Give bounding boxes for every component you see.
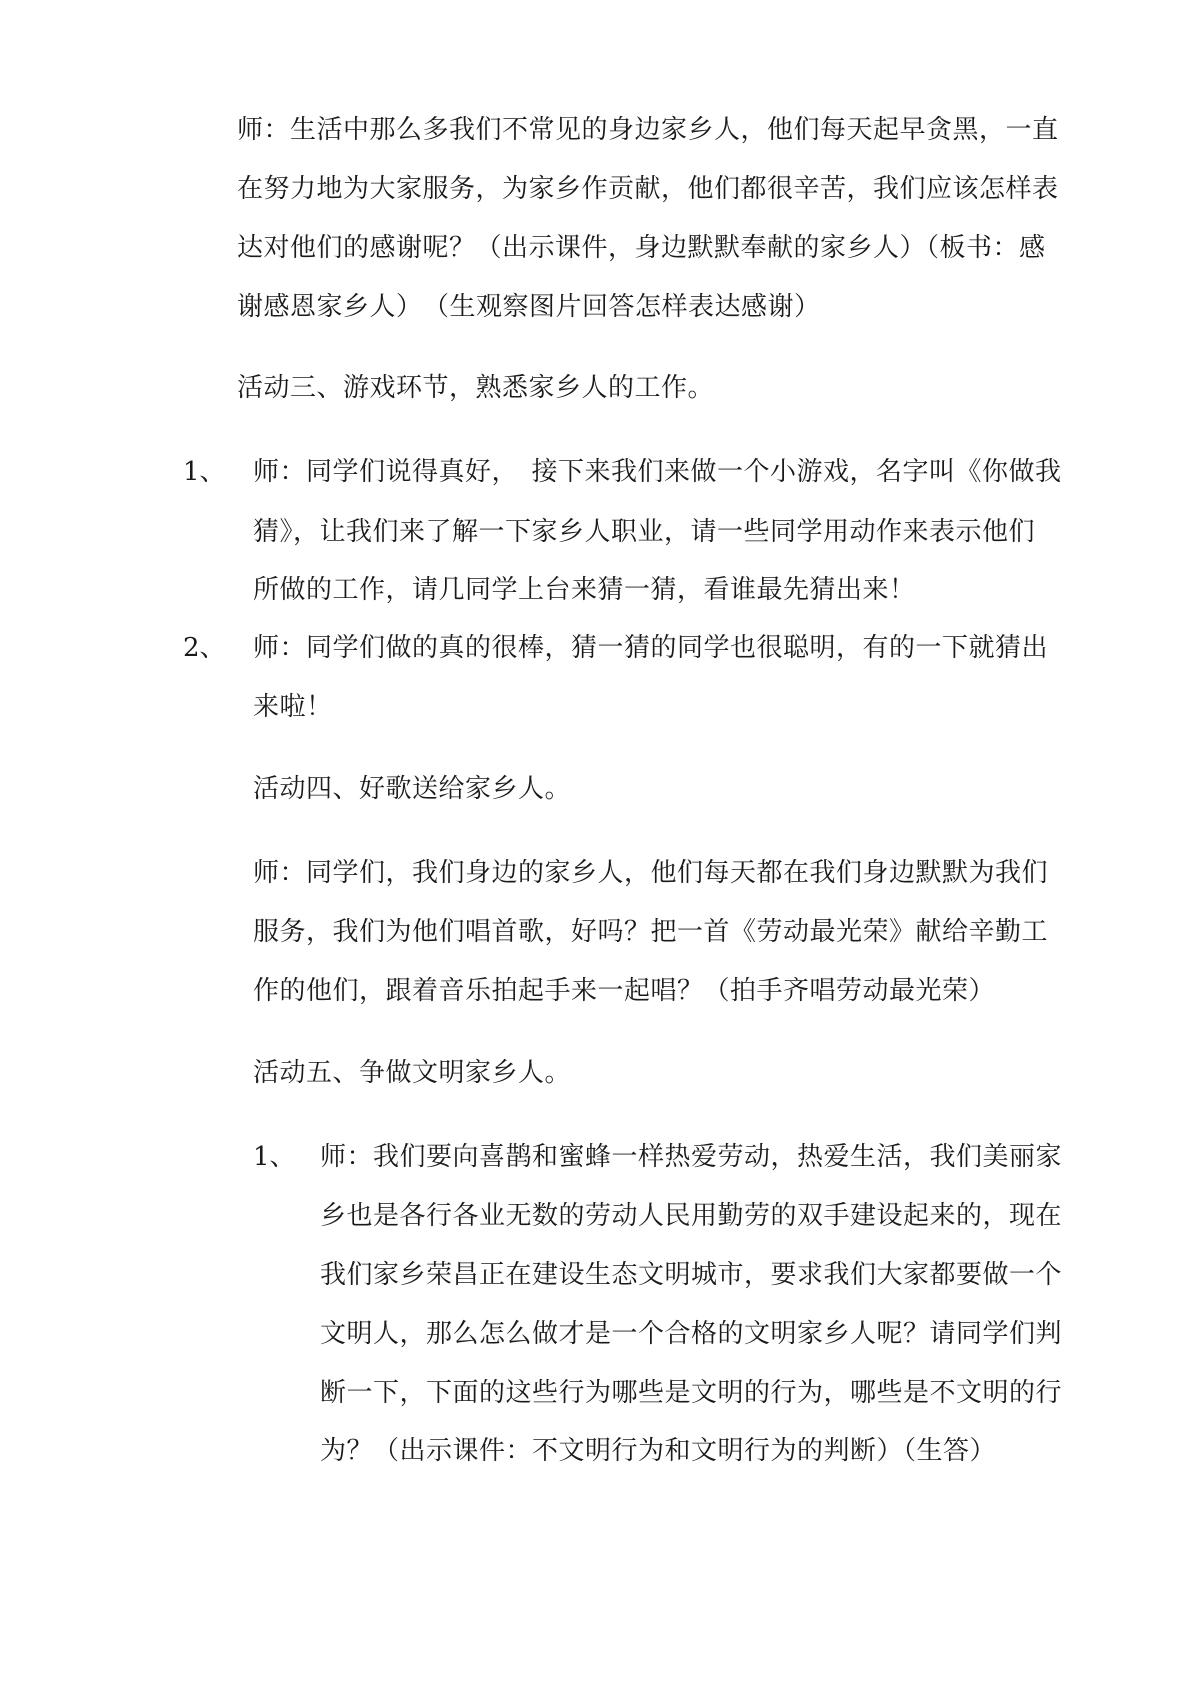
text-line: 师：同学们说得真好， 接下来我们来做一个小游戏，名字叫《你做我 [253, 457, 1062, 487]
text-line: 谢感恩家乡人） （生观察图片回答怎样表达感谢） [237, 292, 821, 322]
text-line: 达对他们的感谢呢？（出示课件，身边默默奉献的家乡人）（板书：感 [237, 233, 1046, 263]
text-line: 断一下，下面的这些行为哪些是文明的行为，哪些是不文明的行 [320, 1378, 1063, 1408]
text-line: 师：同学们做的真的很棒，猜一猜的同学也很聪明，有的一下就猜出 [253, 633, 1049, 663]
text-line: 师：我们要向喜鹊和蜜蜂一样热爱劳动，热爱生活，我们美丽家 [320, 1142, 1063, 1172]
text-line: 我们家乡荣昌正在建设生态文明城市，要求我们大家都要做一个 [320, 1260, 1063, 1290]
text-line: 猜》，让我们来了解一下家乡人职业，请一些同学用动作来表示他们 [253, 517, 1036, 547]
text-line: 乡也是各行各业无数的劳动人民用勤劳的双手建设起来的，现在 [320, 1201, 1063, 1231]
list-number: 2、 [183, 633, 226, 663]
text-line: 所做的工作，请几同学上台来猜一猜，看谁最先猜出来！ [253, 575, 916, 605]
text-line: 师：生活中那么多我们不常见的身边家乡人，他们每天起早贪黑，一直 [237, 115, 1059, 145]
activity-heading: 活动五、争做文明家乡人。 [253, 1058, 572, 1088]
text-line: 服务，我们为他们唱首歌，好吗？把一首《劳动最光荣》献给辛勤工 [253, 917, 1049, 947]
activity-heading: 活动三、游戏环节，熟悉家乡人的工作。 [237, 373, 715, 403]
text-line: 来啦！ [253, 692, 333, 722]
text-line: 文明人，那么怎么做才是一个合格的文明家乡人呢？请同学们判 [320, 1319, 1063, 1349]
text-line: 为？（出示课件：不文明行为和文明行为的判断）（生答） [320, 1436, 997, 1466]
list-number: 1、 [183, 457, 226, 487]
list-number: 1、 [253, 1142, 296, 1172]
text-line: 师：同学们，我们身边的家乡人，他们每天都在我们身边默默为我们 [253, 858, 1049, 888]
activity-heading: 活动四、好歌送给家乡人。 [253, 774, 572, 804]
text-line: 在努力地为大家服务，为家乡作贡献，他们都很辛苦，我们应该怎样表 [237, 174, 1059, 204]
text-line: 作的他们，跟着音乐拍起手来一起唱？（拍手齐唱劳动最光荣） [253, 976, 996, 1006]
